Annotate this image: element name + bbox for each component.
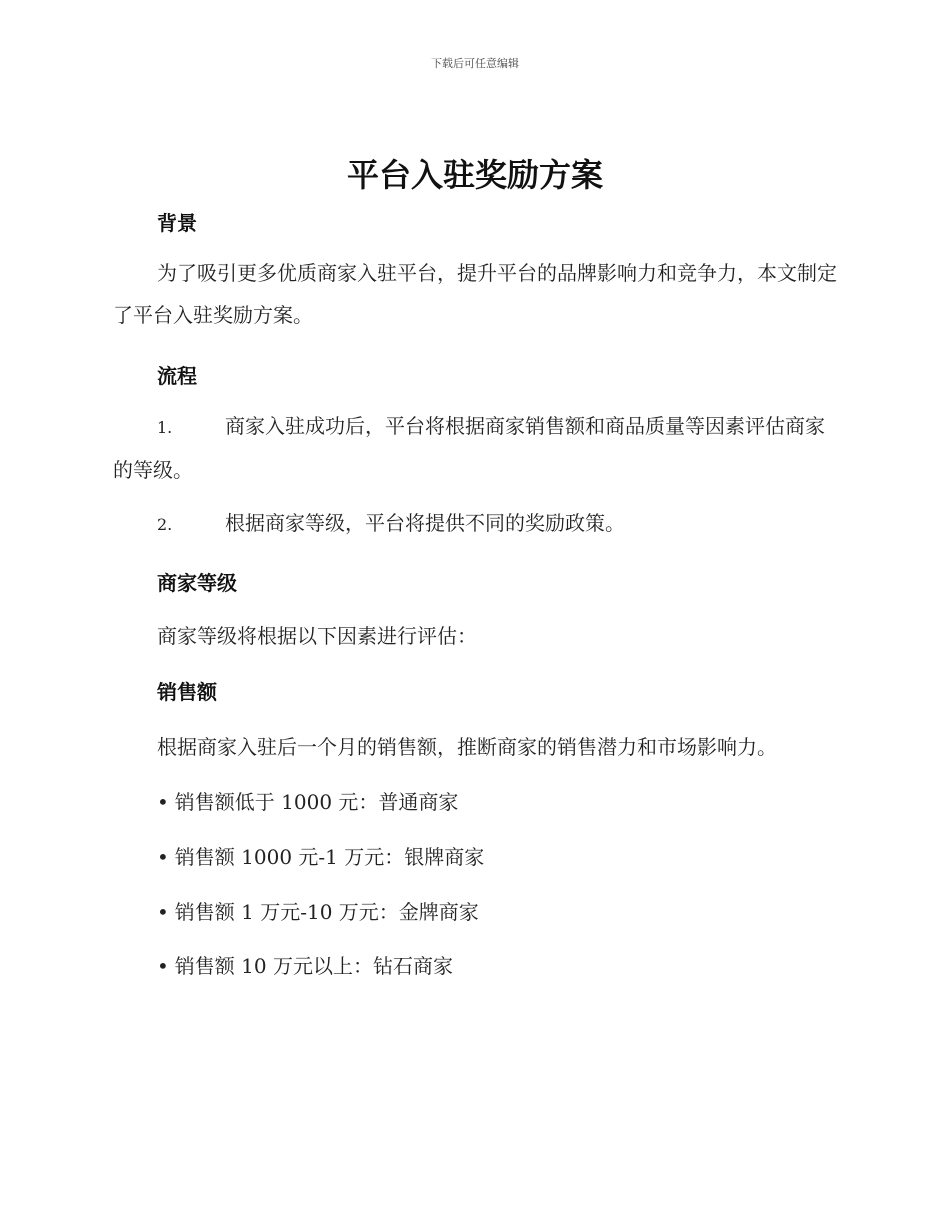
bullet-text: 销售额低于 1000 元：普通商家	[174, 790, 459, 814]
process-item-number: 1.	[157, 418, 173, 437]
sales-intro: 根据商家入驻后一个月的销售额，推断商家的销售潜力和市场影响力。	[157, 735, 777, 759]
bullet-text: 销售额 10 万元以上：钻石商家	[174, 954, 453, 978]
process-item-1	[113, 405, 838, 491]
heading-background: 背景	[157, 211, 197, 235]
process-item-text: 根据商家等级，平台将提供不同的奖励政策。	[225, 511, 625, 535]
bullet-text: 销售额 1000 元-1 万元：银牌商家	[174, 845, 485, 869]
background-paragraph: 为了吸引更多优质商家入驻平台，提升平台的品牌影响力和竞争力，本文制定了平台入驻奖励方案。	[113, 261, 837, 327]
process-item-number: 2.	[157, 515, 173, 534]
process-item-2	[113, 502, 838, 546]
sales-bullet-3	[157, 896, 479, 925]
sales-bullet-4	[157, 950, 453, 979]
document-title: 平台入驻奖励方案	[346, 156, 603, 194]
sales-bullet-1	[157, 786, 458, 815]
heading-merchant-level: 商家等级	[157, 571, 237, 595]
header-note: 下载后可任意编辑	[431, 57, 519, 70]
bullet-text: 销售额 1 万元-10 万元：金牌商家	[174, 900, 479, 924]
sales-bullet-2	[157, 841, 484, 870]
heading-process: 流程	[157, 364, 197, 388]
heading-sales: 销售额	[157, 680, 217, 704]
bullet-dot: •	[157, 900, 169, 924]
bullet-dot: •	[157, 954, 169, 978]
bullet-dot: •	[157, 845, 169, 869]
bullet-dot: •	[157, 790, 169, 814]
process-item-text: 商家入驻成功后，平台将根据商家销售额和商品质量等因素评估商家的等级。	[113, 414, 825, 482]
merchant-level-intro: 商家等级将根据以下因素进行评估：	[157, 624, 477, 648]
